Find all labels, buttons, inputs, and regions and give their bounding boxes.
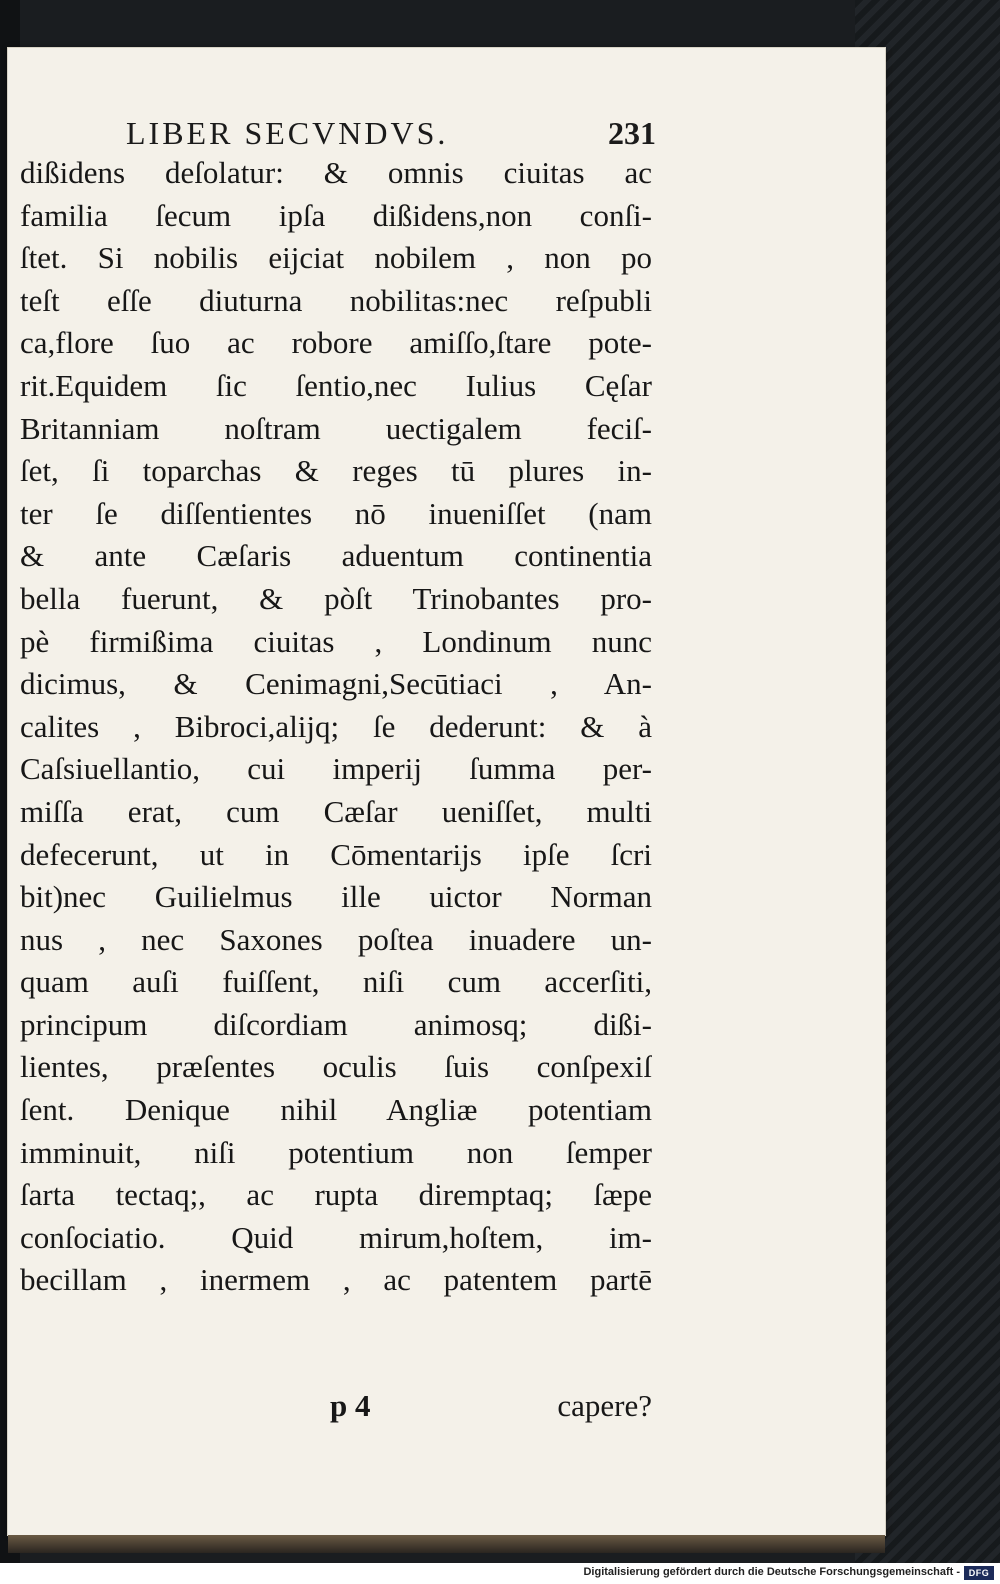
footer-row [20, 1388, 652, 1432]
text-line: Caſsiuellantio, cui imperij ſumma per- [20, 751, 652, 787]
book-page [8, 48, 885, 1535]
text-line: nus , nec Saxones poſtea inuadere un- [20, 921, 652, 957]
text-line: ca,flore ſuo ac robore amiſſo,ſtare pote- [20, 325, 652, 361]
text-line: teſt eſſe diuturna nobilitas:nec reſpubli [20, 282, 652, 318]
text-line: dicimus, & Cenimagni,Secūtiaci , An- [20, 666, 652, 702]
body-text [20, 152, 652, 1302]
text-line: bit)nec Guilielmus ille uictor Norman [20, 879, 652, 915]
text-line: rit.Equidem ſic ſentio,nec Iulius Cęſar [20, 367, 652, 403]
text-line: imminuit, niſi potentium non ſemper [20, 1134, 652, 1170]
credit-text: Digitalisierung gefördert durch die Deutsche Forschungsgemeinschaft - [583, 1566, 960, 1578]
text-line: ſent. Denique nihil Angliæ potentiam [20, 1092, 652, 1128]
text-line: pè firmißima ciuitas , Londinum nunc [20, 623, 652, 659]
text-line: ter ſe diſſentientes nō inueniſſet (nam [20, 495, 652, 531]
text-line: principum diſcordiam animosq; dißi- [20, 1006, 652, 1042]
page-number: 231 [608, 115, 656, 151]
text-line: Britanniam noſtram uectigalem feciſ- [20, 410, 652, 446]
running-head [126, 115, 656, 155]
digitization-credit-bar [0, 1563, 1000, 1584]
text-line: & ante Cæſaris aduentum continentia [20, 538, 652, 574]
text-line: ſet, ſi toparchas & reges tū plures in- [20, 453, 652, 489]
text-line: becillam , inermem , ac patentem partē [20, 1262, 652, 1298]
text-line: dißidens deſolatur: & omnis ciuitas ac [20, 155, 652, 190]
text-line: ſarta tectaq;, ac rupta diremptaq; ſæpe [20, 1177, 652, 1213]
text-line: bella fuerunt, & pòſt Trinobantes pro- [20, 580, 652, 616]
dfg-logo: DFG [964, 1566, 994, 1580]
text-line: quam auſi fuiſſent, niſi cum accerſiti, [20, 964, 652, 1000]
page-bottom-edge [8, 1535, 885, 1553]
text-line: ſtet. Si nobilis eijciat nobilem , non po [20, 240, 652, 276]
text-line: familia ſecum ipſa dißidens,non conſi- [20, 197, 652, 233]
text-line: miſſa erat, cum Cæſar ueniſſet, multi [20, 793, 652, 829]
signature-mark: p 4 [330, 1388, 371, 1423]
text-line: lientes, præſentes oculis ſuis conſpexiſ [20, 1049, 652, 1085]
text-line: defecerunt, ut in Cōmentarijs ipſe ſcri [20, 836, 652, 872]
catchword: capere? [557, 1388, 652, 1423]
running-title: LIBER SECVNDVS. [126, 115, 449, 151]
text-line: conſociatio. Quid mirum,hoſtem, im- [20, 1219, 652, 1255]
text-line: calites , Bibroci,alijq; ſe dederunt: & à [20, 708, 652, 744]
